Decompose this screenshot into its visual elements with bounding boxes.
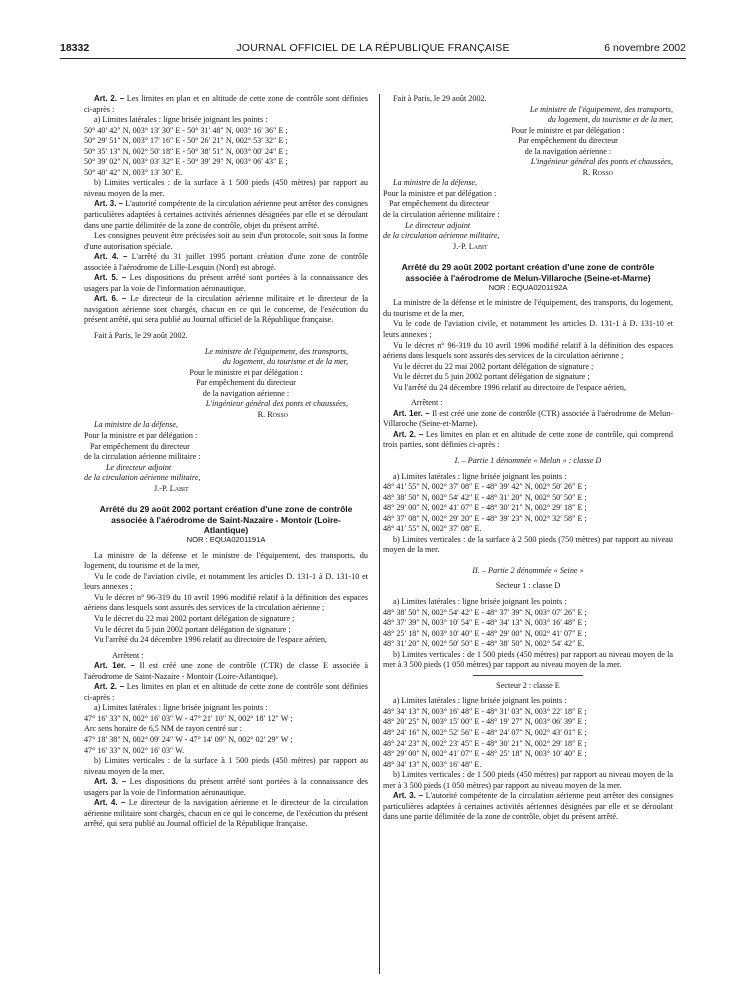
- decree-heading: [84, 504, 368, 545]
- vertical-limits: b) Limites verticales : de la surface à 1 500 pieds (450 mètres) par rapport au niveau moyen de la mer.: [84, 178, 368, 198]
- signature-block: Le ministre de l'équipement, des transports, du logement, du tourisme et de la mer, Pour le ministre et par délégation : Par empêchement du directeur de la navigation aérienne : L'ingénieur général des ponts et chaussées, R. Rosso: [511, 104, 673, 177]
- coordinate-line: 50° 39′ 02″ N, 003° 03′ 32″ E - 50° 39′ 29″ N, 003° 06′ 43″ E ;: [84, 157, 288, 167]
- coordinate-line: 48° 34′ 13″ N, 003° 16′ 48″ E - 48° 31′ 03″ N, 003° 22′ 18″ E ;: [383, 706, 587, 716]
- coordinate-list: [84, 714, 368, 756]
- article-2: Art. 2. – Les limites en plan et en altitude de cette zone de contrôle, qui comprend trois parties, sont définies ci-après :: [383, 429, 673, 450]
- page-number: 18332: [60, 42, 90, 54]
- coordinate-line: 48° 37′ 39″ N, 003° 10′ 54″ E - 48° 34′ 13″ N, 003° 16′ 48″ E ;: [383, 618, 587, 628]
- coordinate-list: [84, 126, 368, 179]
- done-at: Fait à Paris, le 29 août 2002.: [393, 94, 487, 103]
- coordinate-line: 48° 20′ 25″ N, 003° 15′ 00″ E - 48° 19′ 27″ N, 003° 06′ 39″ E ;: [383, 717, 587, 727]
- arretent: Arrêtent :: [112, 650, 144, 660]
- page-header: [60, 42, 686, 58]
- coordinate-line: 47° 16′ 33″ N, 002° 16′ 03″ W.: [84, 745, 185, 755]
- part-2-title: II. – Partie 2 dénommée « Seine »: [472, 565, 584, 575]
- coordinate-line: 50° 29′ 51″ N, 003° 17′ 16″ E - 50° 26′ 21″ N, 002° 53′ 32″ E ;: [84, 136, 288, 146]
- left-column: Art. 2. – Les limites en plan et en altitude de cette zone de contrôle sont définies ci-après : a) Limites latérales : ligne brisée joignant les points : 50° 40′ 42″ N, 003° 13′ 30″ E - 50° 31′ 48″ N, 003° 16′ 36″ E ; 50° 29′ 51″ N, 003° 17′ 16″ E - 50° 26′ 21″ N, 002° 53′ 32″ E ; 50° 35′ 13″ N, 002° 50′ 18″ E - 50° 38′ 51″ N, 003° 00′ 24″ E ; 50° 39′ 02″ N, 003° 03′ 32″ E - 50° 39′ 29″ N, 003° 06′ 43″ E ; 50° 40′ 42″ N, 003° 13′ 30″ E. b) Limites verticales : de la surface à 1 500 pieds (450 mètres) par rapport au niveau moyen de la mer. Art. 3. – L'autorité compétente de la circulation aérienne peut arrêter des consignes particulières adaptées à certaines activités aériennes désignées par elle et se déroulant dans une partie délimitée de la zone de contrôle, objet du présent arrêté. Les consignes peuvent être précisées soit au sein d'un protocole, soit sous la forme d'une autorisation spéciale. Art. 4. – L'arrêté du 31 juillet 1995 portant création d'une zone de contrôle associée à l'aérodrome de Lille-Lesquin (Nord) est abrogé. Art. 5. – Les dispositions du présent arrêté sont portées à la connaissance des usagers par la voie de l'information aéronautique. Art. 6. – Le directeur de la circulation aérienne militaire et le directeur de la navigation aérienne sont chargés, chacun en ce qui le concerne, de l'exécution du présent arrêté, qui sera publié au Journal officiel de la République française. Fait à Paris, le 29 août 2002. Le ministre de l'équipement, des transports, du logement, du tourisme et de la mer, Pour le ministre et par délégation : Par empêchement du directeur de la navigation aérienne : L'ingénieur général des ponts et chaussées, R. Rosso La ministre de la défense, Pour la ministre et par délégation : Par empêchement du directeur de la circulation aérienne militaire : Le directeur adjoint de la circulation aérienne militaire, J.-P. Labit Arrêté du 29 août 2002 portant création d'une zone de contrôle associée à l'aérodrome de Saint-Nazaire - Montoir (Loire-Atlantique) NOR : EQUA0201191A La ministre de la défense et le ministre de l'équipement, des transports, du logement, du tourisme et de la mer, Vu le code de l'aviation civile, et notamment les articles D. 131-1 à D. 131-10 et leurs annexes ; Vu le décret n° 96-319 du 10 avril 1996 modifié relatif à la définition des espaces aériens dans lesquels sont assurés des services de la circulation aérienne ; Vu le décret du 22 mai 2002 portant délégation de signature ; Vu le décret du 5 juin 2002 portant délégation de signature ; Vu l'arrêté du 24 décembre 1996 relatif au directoire de l'espace aérien, Arrêtent : Art. 1er. – Il est créé une zone de contrôle (CTR) de classe E associée à l'aérodrome de Saint-Nazaire - Montoir (Loire-Atlantique). Art. 2. – Les limites en plan et en altitude de cette zone de contrôle sont définies ci-après : a) Limites latérales : ligne brisée joignant les points : 47° 16′ 33″ N, 002° 16′ 03″ W - 47° 21′ 10″ N, 002° 18′ 12″ W ; Arc sens horaire de 6,5 NM de rayon centré sur : 47° 18′ 38″ N, 002° 09′ 24″ W - 47° 14′ 09″ N, 002° 02′ 29″ W ; 47° 16′ 33″ N, 002° 16′ 03″ W. b) Limites verticales : de la surface à 1 500 pieds (450 mètres) par rapport au niveau moyen de la mer. Art. 3. – Les dispositions du présent arrêté sont portées à la connaissance des usagers par la voie de l'information aéronautique. Art. 4. – Le directeur de la navigation aérienne et le directeur de la circulation aérienne militaire sont chargés, chacun en ce qui le concerne, de l'exécution du présent arrêté, qui sera publié au Journal officiel de la République française.: [84, 94, 369, 829]
- column-divider: [379, 94, 380, 974]
- coordinate-line: 50° 35′ 13″ N, 002° 50′ 18″ E - 50° 38′ 51″ N, 003° 00′ 24″ E ;: [84, 146, 288, 156]
- coordinate-line: 48° 37′ 08″ N, 002° 29′ 20″ E - 48° 39′ 23″ N, 002° 32′ 58″ E ;: [383, 513, 587, 523]
- arretent: Arrêtent :: [411, 398, 443, 408]
- coordinate-line: 48° 24′ 23″ N, 002° 23′ 45″ E - 48° 30′ 21″ N, 002° 29′ 18″ E ;: [383, 738, 587, 748]
- coordinate-list: [383, 482, 673, 535]
- coordinate-line: 50° 40′ 42″ N, 003° 13′ 30″ E.: [84, 167, 183, 177]
- coordinate-line: 48° 31′ 20″ N, 002° 50′ 50″ E - 48° 38′ 50″ N, 002° 54′ 42″ E.: [383, 639, 585, 649]
- issue-date: 6 novembre 2002: [604, 42, 686, 54]
- right-column: Fait à Paris, le 29 août 2002. Le ministre de l'équipement, des transports, du logement, du tourisme et de la mer, Pour le ministre et par délégation : Par empêchement du directeur de la navigation aérienne : L'ingénieur général des ponts et chaussées, R. Rosso La ministre de la défense, Pour la ministre et par délégation : Par empêchement du directeur de la circulation aérienne militaire : Le directeur adjoint de la circulation aérienne militaire, J.-P. Labit Arrêté du 29 août 2002 portant création d'une zone de contrôle associée à l'aérodrome de Melun-Villaroche (Seine-et-Marne) NOR : EQUA0201192A La ministre de la défense et le ministre de l'équipement, des transports, du logement, du tourisme et de la mer, Vu le code de l'aviation civile, et notamment les articles D. 131-1 à D. 131-10 et leurs annexes ; Vu le décret n° 96-319 du 10 avril 1996 modifié relatif à la définition des espaces aériens dans lesquels sont assurés des services de la circulation aérienne ; Vu le décret du 22 mai 2002 portant délégation de signature ; Vu le décret du 5 juin 2002 portant délégation de signature ; Vu l'arrêté du 24 décembre 1996 relatif au directoire de l'espace aérien, Arrêtent : Art. 1er. – Il est créé une zone de contrôle (CTR) associée à l'aérodrome de Melun-Villaroche (Seine-et-Marne). Art. 2. – Les limites en plan et en altitude de cette zone de contrôle, qui comprend trois parties, sont définies ci-après : I. – Partie 1 dénommée « Melun » : classe D a) Limites latérales : ligne brisée joignant les points : 48° 41′ 55″ N, 002° 37′ 08″ E - 48° 39′ 42″ N, 002° 50′ 26″ E ; 48° 38′ 50″ N, 002° 54′ 42″ E - 48° 31′ 20″ N, 002° 50′ 50″ E ; 48° 29′ 00″ N, 002° 41′ 07″ E - 48° 30′ 21″ N, 002° 29′ 18″ E ; 48° 37′ 08″ N, 002° 29′ 20″ E - 48° 39′ 23″ N, 002° 32′ 58″ E ; 48° 41′ 55″ N, 002° 37′ 08″ E. b) Limites verticales : de la surface à 2 500 pieds (750 mètres) par rapport au niveau moyen de la mer. II. – Partie 2 dénommée « Seine » Secteur 1 : classe D a) Limites latérales : ligne brisée joignant les points : 48° 38′ 50″ N, 002° 54′ 42″ E - 48° 37′ 39″ N, 003° 07′ 26″ E ; 48° 37′ 39″ N, 003° 10′ 54″ E - 48° 34′ 13″ N, 003° 16′ 48″ E ; 48° 25′ 18″ N, 003° 10′ 40″ E - 48° 29′ 00″ N, 002° 41′ 07″ E ; 48° 31′ 20″ N, 002° 50′ 50″ E - 48° 38′ 50″ N, 002° 54′ 42″ E. b) Limites verticales : de 1 500 pieds (450 mètres) par rapport au niveau moyen de la mer à 3 500 pieds (1 050 mètres) par rapport au niveau moyen de la mer. Secteur 2 : classe E a) Limites latérales : ligne brisée joignant les points : 48° 34′ 13″ N, 003° 16′ 48″ E - 48° 31′ 03″ N, 003° 22′ 18″ E ; 48° 20′ 25″ N, 003° 15′ 00″ E - 48° 19′ 27″ N, 003° 06′ 39″ E ; 48° 24′ 16″ N, 002° 52′ 56″ E - 48° 24′ 07″ N, 002° 43′ 01″ E ; 48° 24′ 23″ N, 002° 23′ 45″ E - 48° 30′ 21″ N, 002° 29′ 18″ E ; 48° 29′ 00″ N, 002° 41′ 07″ E - 48° 25′ 18″ N, 003° 10′ 40″ E ; 48° 34′ 13″ N, 003° 16′ 48″ E. b) Limites verticales : de 1 500 pieds (450 mètres) par rapport au niveau moyen de la mer à 3 500 pieds (1 050 mètres) par rapport au niveau moyen de la mer. Art. 3. – L'autorité compétente de la circulation aérienne peut arrêter des consignes particulières adaptées à certaines activités aériennes désignées par elle et se déroulant dans une partie délimitée de la zone de contrôle, objet du présent arrêté.: [383, 94, 674, 822]
- coordinate-list: [383, 608, 673, 650]
- article-5: Art. 5. – Les dispositions du présent arrêté sont portées à la connaissance des usagers par la voie de l'information aéronautique.: [84, 273, 368, 293]
- signature-block: Le ministre de l'équipement, des transports, du logement, du tourisme et de la mer, Pour le ministre et par délégation : Par empêchement du directeur de la navigation aérienne : L'ingénieur général des ponts et chaussées, R. Rosso: [189, 346, 348, 419]
- coordinate-list: [383, 707, 673, 770]
- coordinate-line: Arc sens horaire de 6,5 NM de rayon centré sur :: [84, 724, 242, 734]
- coordinate-line: 50° 40′ 42″ N, 003° 13′ 30″ E - 50° 31′ 48″ N, 003° 16′ 36″ E ;: [84, 125, 288, 135]
- article-3-consignes: Les consignes peuvent être précisées soit au sein d'un protocole, soit sous la forme d'une autorisation spéciale.: [84, 231, 368, 251]
- sector-2-title: Secteur 2 : classe E: [496, 680, 560, 690]
- signature-block: La ministre de la défense, Pour la ministre et par délégation : Par empêchement du directeur de la circulation aérienne militaire : Le directeur adjoint de la circulation aérienne militaire, J.-P. Labit: [383, 178, 500, 251]
- coordinate-line: 48° 34′ 13″ N, 003° 16′ 48″ E.: [383, 759, 482, 769]
- coordinate-line: 48° 38′ 50″ N, 002° 54′ 42″ E - 48° 31′ 20″ N, 002° 50′ 50″ E ;: [383, 492, 587, 502]
- signature-block: La ministre de la défense, Pour la ministre et par délégation : Par empêchement du directeur de la circulation aérienne militaire : Le directeur adjoint de la circulation aérienne militaire, J.-P. Labit: [84, 420, 201, 493]
- journal-title: JOURNAL OFFICIEL DE LA RÉPUBLIQUE FRANÇAISE: [236, 42, 510, 54]
- article-4: Art. 4. – L'arrêté du 31 juillet 1995 portant création d'une zone de contrôle associée à l'aérodrome de Lille-Lesquin (Nord) est abrogé.: [84, 252, 368, 272]
- article-4: Art. 4. – Le directeur de la navigation aérienne et le directeur de la circulation aérienne militaire sont chargés, chacun en ce qui le concerne, de l'exécution du présent arrêté, qui sera publié au Journal officiel de la République française.: [84, 798, 368, 829]
- article-3: Art. 3. – L'autorité compétente de la circulation aérienne peut arrêter des consignes particulières adaptées à certaines activités aériennes désignées par elle et se déroulant dans une partie délimitée de la zone de contrôle, objet du présent arrêté.: [84, 199, 368, 230]
- coordinate-line: 48° 24′ 16″ N, 002° 52′ 56″ E - 48° 24′ 07″ N, 002° 43′ 01″ E ;: [383, 728, 587, 738]
- article-3: Art. 3. – Les dispositions du présent arrêté sont portées à la connaissance des usagers par la voie de l'information aéronautique.: [84, 777, 368, 797]
- coordinate-line: 47° 16′ 33″ N, 002° 16′ 03″ W - 47° 21′ 10″ N, 002° 18′ 12″ W ;: [84, 713, 293, 723]
- article-1: Art. 1er. – Il est créé une zone de contrôle (CTR) de classe E associée à l'aérodrome de Saint-Nazaire - Montoir (Loire-Atlantique).: [84, 661, 369, 681]
- coordinate-line: 47° 18′ 38″ N, 002° 09′ 24″ W - 47° 14′ 09″ N, 002° 02′ 29″ W ;: [84, 734, 293, 744]
- nor-reference: NOR : EQUA0201191A: [186, 535, 266, 545]
- lateral-limits: a) Limites latérales : ligne brisée joignant les points :: [94, 115, 268, 125]
- coordinate-line: 48° 29′ 00″ N, 002° 41′ 07″ E - 48° 25′ 18″ N, 003° 10′ 40″ E ;: [383, 749, 587, 759]
- coordinate-line: 48° 25′ 18″ N, 003° 10′ 40″ E - 48° 29′ 00″ N, 002° 41′ 07″ E ;: [383, 628, 587, 638]
- nor-reference: NOR : EQUA0201192A: [488, 282, 568, 292]
- coordinate-line: 48° 29′ 00″ N, 002° 41′ 07″ E - 48° 30′ 21″ N, 002° 29′ 18″ E ;: [383, 503, 587, 513]
- article-3: Art. 3. – L'autorité compétente de la circulation aérienne peut arrêter des consignes particulières adaptées à certaines activités aériennes désignées par elle et se déroulant dans une partie délimitée de la zone de contrôle, objet du présent arrêté.: [383, 791, 673, 822]
- part-1-title: I. – Partie 1 dénommée « Melun » : classe D: [454, 456, 602, 465]
- decree-title: Arrêté du 29 août 2002 portant création d'une zone de contrôle associée à l'aérodrome de Saint-Nazaire - Montoir (Loire-Atlantique): [99, 504, 353, 535]
- decree-title: Arrêté du 29 août 2002 portant création d'une zone de contrôle associée à l'aérodrome de Melun-Villaroche (Seine-et-Marne): [401, 262, 655, 283]
- article-1: Art. 1er. – Il est créé une zone de contrôle (CTR) associée à l'aérodrome de Melun-Villaroche (Seine-et-Marne).: [383, 408, 674, 429]
- coordinate-line: 48° 41′ 55″ N, 002° 37′ 08″ E.: [383, 524, 482, 534]
- coordinate-line: 48° 38′ 50″ N, 002° 54′ 42″ E - 48° 37′ 39″ N, 003° 07′ 26″ E ;: [383, 607, 587, 617]
- article-6: Art. 6. – Le directeur de la circulation aérienne militaire et le directeur de la navigation aérienne sont chargés, chacun en ce qui le concerne, de l'exécution du présent arrêté, qui sera publié au Journal officiel de la République française.: [84, 294, 368, 325]
- article-2: Art. 2. – Les limites en plan et en altitude de cette zone de contrôle sont définies ci-après :: [84, 682, 368, 702]
- decree-heading: [383, 262, 673, 293]
- sector-1-title: Secteur 1 : classe D: [495, 581, 561, 591]
- coordinate-line: 48° 41′ 55″ N, 002° 37′ 08″ E - 48° 39′ 42″ N, 002° 50′ 26″ E ;: [383, 482, 587, 492]
- article-2: Art. 2. – Les limites en plan et en altitude de cette zone de contrôle sont définies ci-après :: [84, 94, 368, 114]
- section-separator: [473, 675, 583, 676]
- header-rule: [60, 58, 686, 59]
- done-at: Fait à Paris, le 29 août 2002.: [94, 331, 188, 341]
